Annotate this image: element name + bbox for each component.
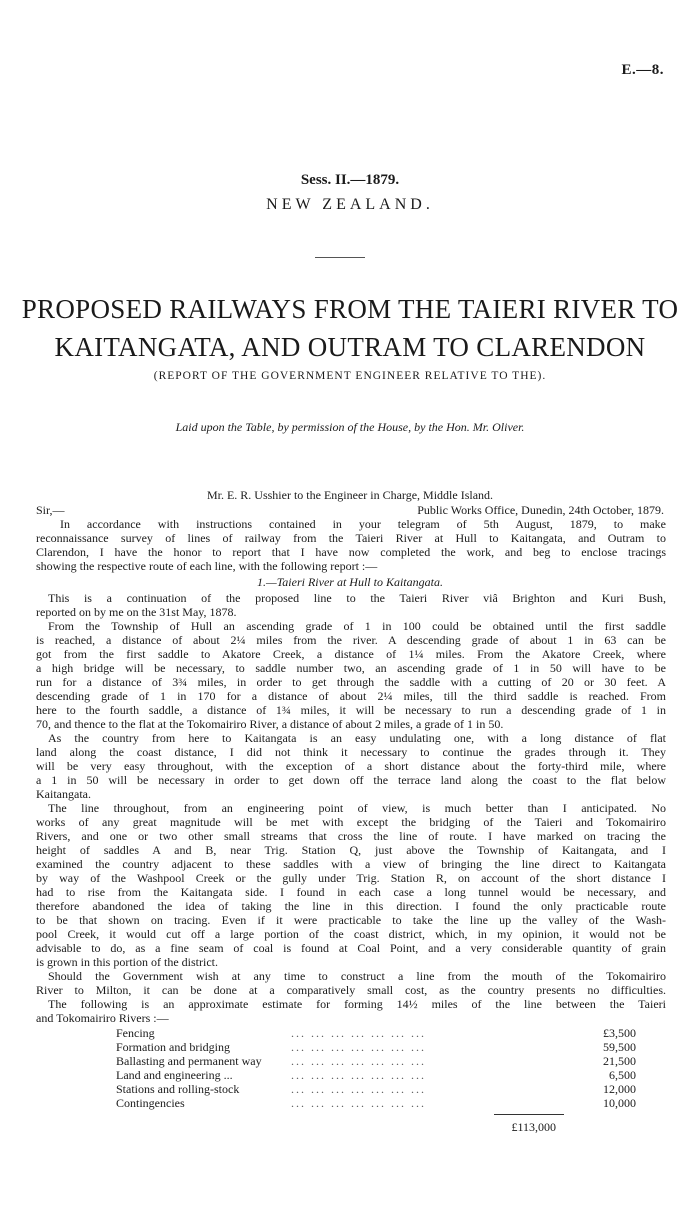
body-line: is reached, a distance of about 2¼ miles from the river. A descending grade of about 1 in 63 can be <box>36 633 666 647</box>
body-line: Should the Government wish at any time to construct a line from the mouth of the Tokomairiro <box>48 969 666 983</box>
leader-dots: ... ... ... ... ... ... ... <box>291 1068 426 1082</box>
body-line: a 1 in 50 will be necessary in order to get down off the terrace land along the coast to the flat below <box>36 773 666 787</box>
body-line: descending grade of 1 in 170 for a distance of about 2¼ miles, till the third saddle is reached. From <box>36 689 666 703</box>
body-line: pool Creek, it would cut off a large portion of the coast district, which, in my opinion, it would not be <box>36 927 666 941</box>
estimate-item-label: Contingencies <box>116 1096 185 1110</box>
leader-dots: ... ... ... ... ... ... ... <box>291 1096 426 1110</box>
estimate-row <box>116 1054 636 1068</box>
body-line: The following is an approximate estimate for forming 14½ miles of the line between the Taieri <box>48 997 666 1011</box>
page-reference: E.—8. <box>621 62 664 78</box>
body-line: This is a continuation of the proposed line to the Taieri River viâ Brighton and Kuri Bush, <box>48 591 666 605</box>
estimate-row <box>116 1026 636 1040</box>
body-line: run for a distance of 3¾ miles, in order to get through the saddle with a cutting of 20 or 30 feet. A <box>36 675 666 689</box>
body-line: will be very easy throughout, with the exception of a short distance about the forty-third mile, where <box>36 759 666 773</box>
body-line: works of any great magnitude will be met with except the bridging of the Taieri and Tokomairiro <box>36 815 666 829</box>
body-line: height of saddles A and B, near Trig. Station Q, just above the Township of Kaitangata, and I <box>36 843 666 857</box>
body-line: by way of the Washpool Creek or the gully under Trig. Station R, on account of the short distance I <box>36 871 666 885</box>
estimate-item-label: Fencing <box>116 1026 155 1040</box>
body-line: 70, and thence to the flat at the Tokomairiro River, a distance of about 2 miles, a grade of 1 in 50. <box>36 717 504 731</box>
estimate-row <box>116 1040 636 1054</box>
estimate-item-amount: 12,000 <box>603 1082 636 1096</box>
body-line: to be that shown on tracing. Even if it were practicable to take the line up the valley of the Wash- <box>36 913 666 927</box>
body-line: As the country from here to Kaitangata is an easy undulating one, with a long distance of flat <box>48 731 666 745</box>
salutation: Sir,— <box>36 503 65 517</box>
title-line-1: PROPOSED RAILWAYS FROM THE TAIERI RIVER TO <box>21 294 679 324</box>
estimate-item-label: Formation and bridging <box>116 1040 230 1054</box>
estimate-item-label: Stations and rolling-stock <box>116 1082 240 1096</box>
body-line: reconnaissance survey of lines of railway from the Taieri River at Hull to Kaitangata, and Outram to <box>36 531 666 545</box>
leader-dots: ... ... ... ... ... ... ... <box>291 1026 426 1040</box>
body-line: got from the first saddle to Akatore Creek, a distance of 1¼ miles. From the Akatore Creek, where <box>36 647 666 661</box>
body-line: had to rise from the Kaitangata side. I found in each case a long tunnel would be necessary, and <box>36 885 666 899</box>
body-line: River to Milton, it can be done at a comparatively small cost, as the country presents no difficulties. <box>36 983 666 997</box>
estimate-item-amount: 10,000 <box>603 1096 636 1110</box>
estimate-total: £113,000 <box>511 1120 556 1134</box>
estimate-item-amount: 6,500 <box>609 1068 636 1082</box>
body-line: Kaitangata. <box>36 787 91 801</box>
body-line: is grown in this portion of the district. <box>36 955 218 969</box>
total-rule <box>494 1114 564 1115</box>
body-line: land along the coast distance, I did not think it necessary to continue the grades through it. They <box>36 745 666 759</box>
laid-upon-table-note: Laid upon the Table, by permission of the House, by the Hon. Mr. Oliver. <box>175 420 525 434</box>
estimate-item-amount: £3,500 <box>603 1026 636 1040</box>
estimate-row <box>116 1096 636 1110</box>
letter-address: Mr. E. R. Usshier to the Engineer in Charge, Middle Island. <box>206 488 494 502</box>
document-subtitle: (REPORT OF THE GOVERNMENT ENGINEER RELATIVE TO THE). <box>153 370 547 382</box>
body-line: therefore abandoned the idea of taking the line in this direction. I found the only practicable route <box>36 899 666 913</box>
country-line: NEW ZEALAND. <box>266 196 434 213</box>
body-line: From the Township of Hull an ascending grade of 1 in 100 could be obtained until the first saddle <box>48 619 666 633</box>
body-line: a high bridge will be necessary, to saddle number two, an ascending grade of 1 in 50 will have to be <box>36 661 666 675</box>
estimate-row <box>116 1068 636 1082</box>
body-line: here to the fourth saddle, a distance of 1¾ miles, it will be necessary to run a descending grade of 1 in <box>36 703 666 717</box>
body-line: The line throughout, from an engineering point of view, is much better than I anticipated. No <box>48 801 666 815</box>
body-line: and Tokomairiro Rivers :— <box>36 1011 169 1025</box>
office-dateline: Public Works Office, Dunedin, 24th October, 1879. <box>417 503 664 517</box>
body-line: In accordance with instructions contained in your telegram of 5th August, 1879, to make <box>60 517 666 531</box>
title-line-2: KAITANGATA, AND OUTRAM TO CLARENDON <box>54 332 646 362</box>
estimate-row <box>116 1082 636 1096</box>
body-line: advisable to do, as a fine seam of coal is found at Coal Point, and a very considerable quantity of grain <box>36 941 666 955</box>
leader-dots: ... ... ... ... ... ... ... <box>291 1082 426 1096</box>
leader-dots: ... ... ... ... ... ... ... <box>291 1054 426 1068</box>
body-line: Clarendon, I have the honor to report that I have now completed the work, and beg to enclose tracings <box>36 545 666 559</box>
divider <box>315 257 365 258</box>
estimate-item-amount: 21,500 <box>603 1054 636 1068</box>
body-line: Rivers, and one or two other small streams that cross the line of route. I have marked on tracing the <box>36 829 666 843</box>
estimate-item-label: Land and engineering ... <box>116 1068 233 1082</box>
document-title <box>0 290 700 366</box>
session-line: Sess. II.—1879. <box>300 172 400 188</box>
body-line: examined the country adjacent to these saddles with a view of bringing the line direct to Kaitangata <box>36 857 666 871</box>
body-line: reported on by me on the 31st May, 1878. <box>36 605 237 619</box>
estimate-item-label: Ballasting and permanent way <box>116 1054 262 1068</box>
body-line: showing the respective route of each line, with the following report :— <box>36 559 378 573</box>
section-heading: 1.—Taieri River at Hull to Kaitangata. <box>257 575 443 589</box>
leader-dots: ... ... ... ... ... ... ... <box>291 1040 426 1054</box>
estimate-item-amount: 59,500 <box>603 1040 636 1054</box>
